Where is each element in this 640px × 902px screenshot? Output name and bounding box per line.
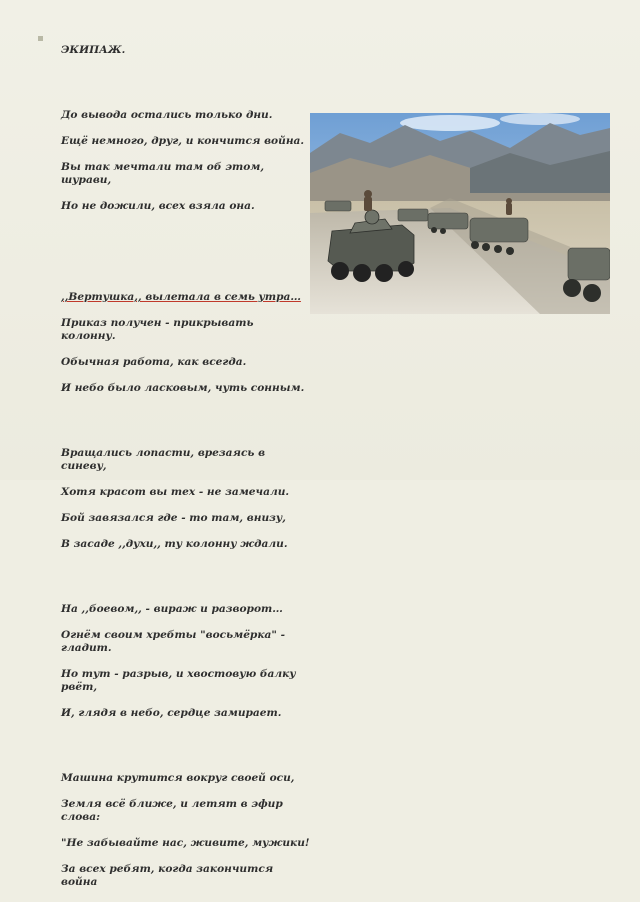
- stanza-gap: [61, 564, 311, 577]
- poem-line: ,,Вертушка,, вылетала в семь утра…: [61, 291, 301, 303]
- stanza-gap: [61, 252, 311, 265]
- poem-title: ЭКИПАЖ.: [61, 44, 126, 56]
- armored-column-photo: [310, 113, 610, 314]
- stanza-gap: [61, 408, 311, 421]
- poem-line: Хотя красот вы тех - не замечали.: [61, 486, 290, 498]
- poem-line: Бой завязался где - то там, внизу,: [61, 512, 286, 524]
- poem-line: Но тут - разрыв, и хвостовую балку рвёт,: [61, 668, 296, 693]
- poem-line: Вы так мечтали там об этом, шурави,: [61, 161, 265, 186]
- poem-line: Ещё немного, друг, и кончится война.: [61, 135, 305, 147]
- poem-line: На ,,боевом,, - вираж и разворот…: [61, 603, 283, 615]
- poem-text: [61, 31, 311, 902]
- poem-line: Огнём своим хребты "восьмёрка" - гладит.: [61, 629, 285, 654]
- poem-line: Вращались лопасти, врезаясь в синеву,: [61, 447, 266, 472]
- poem-line: И, глядя в небо, сердце замирает.: [61, 707, 282, 719]
- poem-line: Обычная работа, как всегда.: [61, 356, 247, 368]
- poem-line: За всех ребят, когда закончится война: [61, 863, 274, 888]
- stanza-gap: [61, 70, 311, 83]
- poem-line: В засаде ,,духи,, ту колонну ждали.: [61, 538, 288, 550]
- stanza-gap: [61, 733, 311, 746]
- bullet-marker: [38, 36, 43, 41]
- poem-line: И небо было ласковым, чуть сонным.: [61, 382, 305, 394]
- poem-line: До вывода остались только дни.: [61, 109, 273, 121]
- poem-line: Машина крутится вокруг своей оси,: [61, 772, 295, 784]
- stanza-gap: [61, 226, 311, 239]
- poem-line: Приказ получен - прикрывать колонну.: [61, 317, 254, 342]
- poem-line: Земля всё ближе, и летят в эфир слова:: [61, 798, 283, 823]
- poem-line: Но не дожили, всех взяла она.: [61, 200, 255, 212]
- poem-line: "Не забывайте нас, живите, мужики!: [61, 837, 310, 849]
